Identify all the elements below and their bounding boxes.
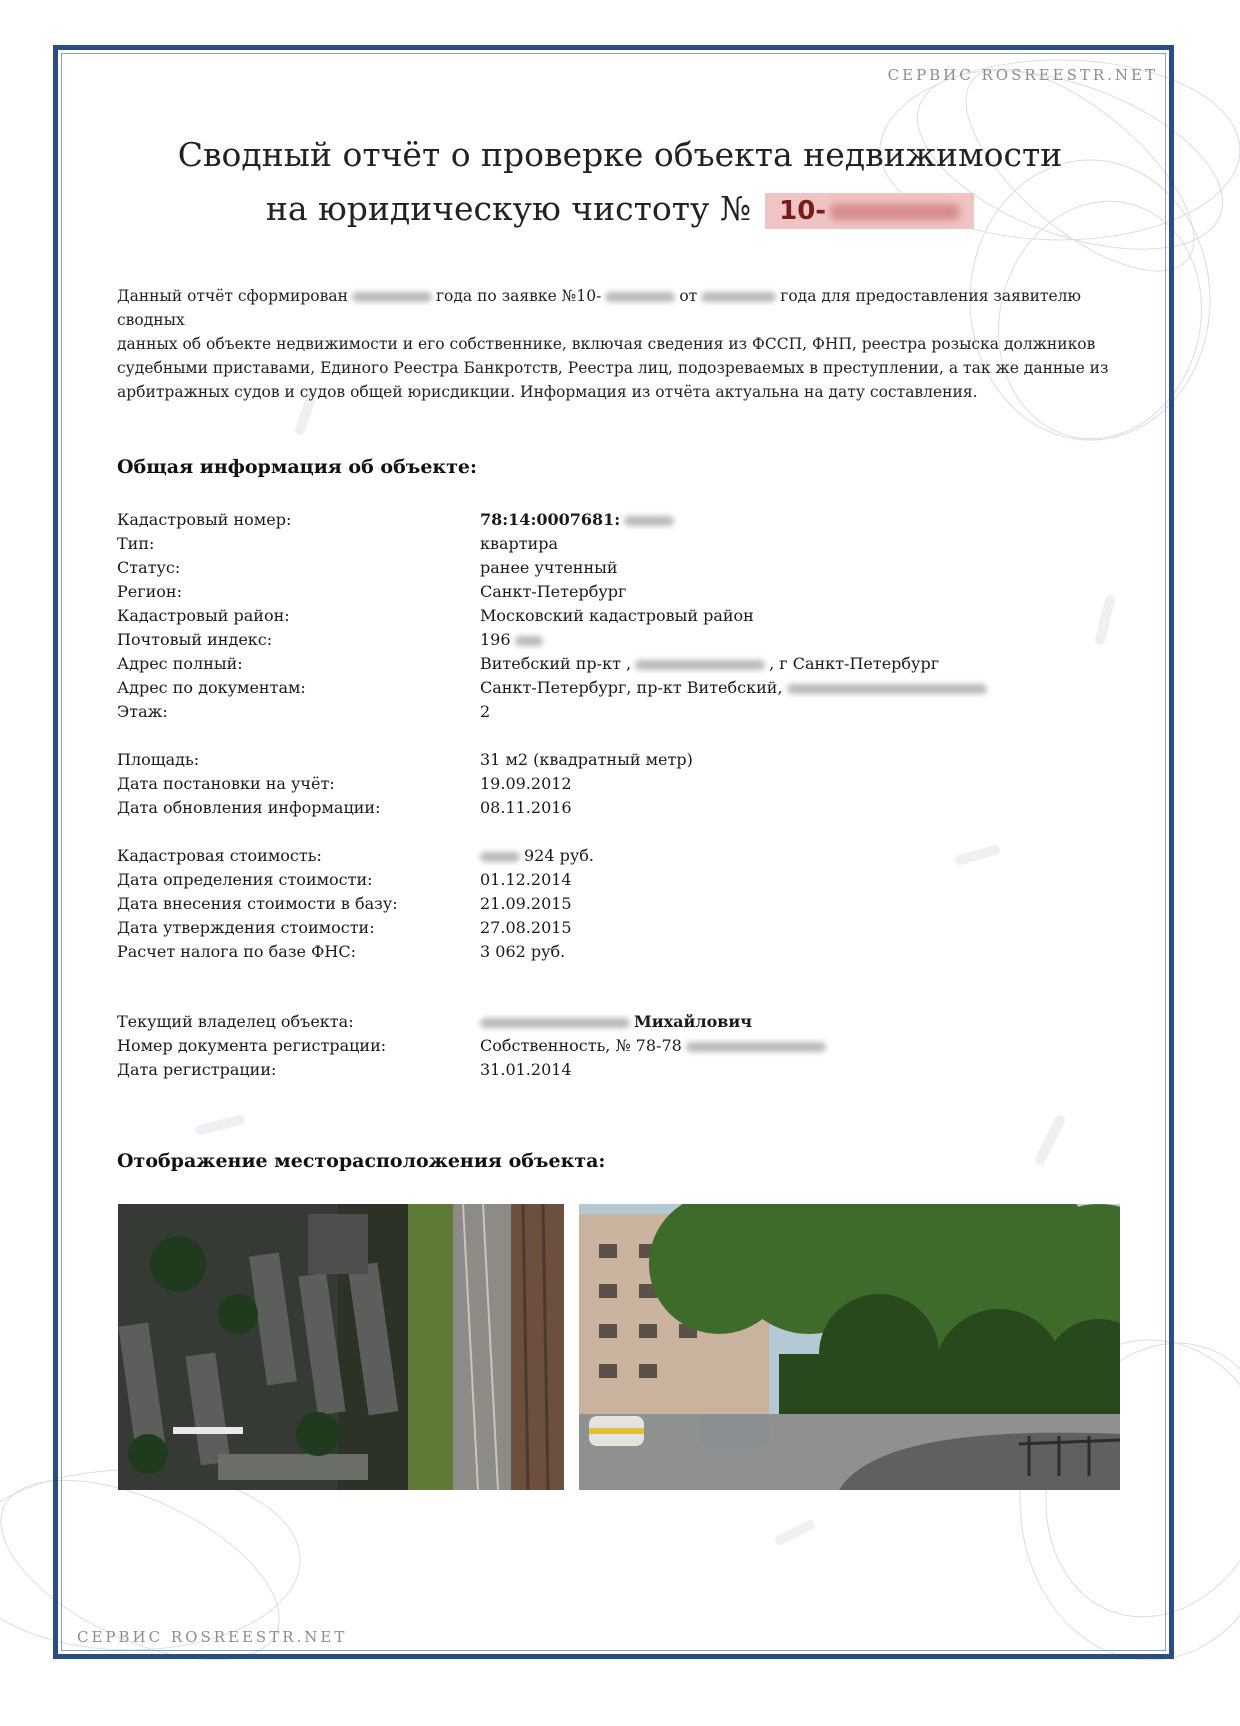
info-label: Адрес полный: [117, 654, 243, 673]
report-title [0, 128, 1240, 236]
info-label: Дата регистрации: [117, 1060, 277, 1079]
info-value: 31.01.2014 [480, 1060, 572, 1079]
satellite-map-image [118, 1204, 564, 1490]
info-row [117, 916, 1017, 940]
info-value: 01.12.2014 [480, 870, 572, 889]
info-label: Дата постановки на учёт: [117, 774, 335, 793]
info-row [117, 892, 1017, 916]
info-value: ранее учтенный [480, 558, 618, 577]
info-value: Санкт-Петербург [480, 582, 627, 601]
info-label: Дата обновления информации: [117, 798, 381, 817]
info-value: 21.09.2015 [480, 894, 572, 913]
address-docs: Санкт-Петербург, пр-кт Витебский, [480, 678, 783, 697]
info-row [117, 1034, 1017, 1058]
info-value: 31 м2 (квадратный метр) [480, 750, 693, 769]
info-label: Дата внесения стоимости в базу: [117, 894, 398, 913]
location-heading: Отображение месторасположения объекта: [117, 1150, 606, 1172]
info-label: Расчет налога по базе ФНС: [117, 942, 356, 961]
info-value: Московский кадастровый район [480, 606, 754, 625]
info-value [480, 628, 547, 652]
redacted-value [624, 516, 674, 526]
intro-text-2: года по заявке №10- [435, 287, 602, 305]
service-watermark-top: СЕРВИС ROSREESTR.NET [887, 66, 1158, 84]
info-row [117, 940, 1017, 964]
redacted-date [352, 292, 432, 302]
info-row [117, 1010, 1017, 1034]
info-value: 19.09.2012 [480, 774, 572, 793]
info-label: Номер документа регистрации: [117, 1036, 387, 1055]
info-row [117, 508, 1017, 532]
general-info-heading: Общая информация об объекте: [117, 456, 477, 478]
info-value [480, 508, 678, 532]
info-label: Статус: [117, 558, 181, 577]
info-label: Почтовый индекс: [117, 630, 273, 649]
title-line-2 [0, 182, 1240, 236]
intro-text-1: Данный отчёт сформирован [117, 287, 348, 305]
title-line-2-text: на юридическую чистоту № [265, 189, 752, 228]
info-label: Регион: [117, 582, 182, 601]
report-number-prefix: 10- [779, 196, 827, 226]
info-value [480, 844, 594, 868]
info-row [117, 580, 1017, 604]
info-row [117, 700, 1017, 724]
info-row [117, 796, 1017, 820]
info-label: Текущий владелец объекта: [117, 1012, 354, 1031]
redacted-value [635, 660, 765, 670]
intro-line-1 [117, 284, 1117, 332]
redacted-value [480, 1018, 630, 1028]
title-line-1: Сводный отчёт о проверке объекта недвижимости [177, 135, 1063, 174]
info-row [117, 628, 1017, 652]
report-number-redacted [830, 204, 960, 220]
intro-text-3: от [679, 287, 698, 305]
info-label: Адрес по документам: [117, 678, 306, 697]
redacted-order [605, 292, 675, 302]
info-value [480, 1010, 752, 1034]
intro-line-2: данных об объекте недвижимости и его собственнике, включая сведения из ФССП, ФНП, реестра розыска должников [117, 335, 1096, 353]
postal-code: 196 [480, 630, 511, 649]
report-number [765, 193, 974, 229]
cadastral-number: 78:14:0007681: [480, 510, 621, 529]
intro-text-4: года для предоставления заявителю сводных [117, 287, 1082, 329]
info-value: квартира [480, 534, 559, 553]
info-label: Кадастровая стоимость: [117, 846, 322, 865]
info-row [117, 604, 1017, 628]
info-value [480, 676, 991, 700]
info-value: 08.11.2016 [480, 798, 572, 817]
address-full-tail: , г Санкт-Петербург [769, 654, 940, 673]
info-row [117, 556, 1017, 580]
intro-paragraph [117, 284, 1117, 404]
info-label: Кадастровый номер: [117, 510, 292, 529]
intro-line-4: арбитражных судов и судов общей юрисдикции. Информация из отчёта актуальна на дату составления. [117, 383, 978, 401]
info-label: Кадастровый район: [117, 606, 290, 625]
info-row [117, 1058, 1017, 1082]
info-value: 2 [480, 702, 491, 721]
redacted-value [686, 1042, 826, 1052]
cadastral-cost: 924 руб. [524, 846, 594, 865]
info-value: 3 062 руб. [480, 942, 566, 961]
redacted-value [515, 636, 543, 646]
street-photo-image [579, 1204, 1120, 1490]
owner-patronymic: Михайлович [634, 1012, 752, 1031]
info-row [117, 868, 1017, 892]
info-label: Этаж: [117, 702, 168, 721]
redacted-date-2 [701, 292, 776, 302]
info-label: Дата определения стоимости: [117, 870, 373, 889]
intro-line-3: судебными приставами, Единого Реестра Банкротств, Реестра лиц, подозреваемых в преступлении, а так же данные из [117, 359, 1109, 377]
info-row [117, 772, 1017, 796]
service-watermark-bottom: СЕРВИС ROSREESTR.NET [77, 1628, 348, 1646]
info-label: Площадь: [117, 750, 200, 769]
info-label: Тип: [117, 534, 155, 553]
info-value: 27.08.2015 [480, 918, 572, 937]
redacted-value [480, 852, 520, 862]
info-row [117, 748, 1017, 772]
info-row [117, 676, 1017, 700]
info-value [480, 1034, 830, 1058]
info-label: Дата утверждения стоимости: [117, 918, 375, 937]
info-row [117, 844, 1017, 868]
redacted-value [787, 684, 987, 694]
info-value [480, 652, 939, 676]
info-row [117, 652, 1017, 676]
address-full: Витебский пр-кт , [480, 654, 632, 673]
registration-doc: Собственность, № 78-78 [480, 1036, 682, 1055]
info-row [117, 532, 1017, 556]
